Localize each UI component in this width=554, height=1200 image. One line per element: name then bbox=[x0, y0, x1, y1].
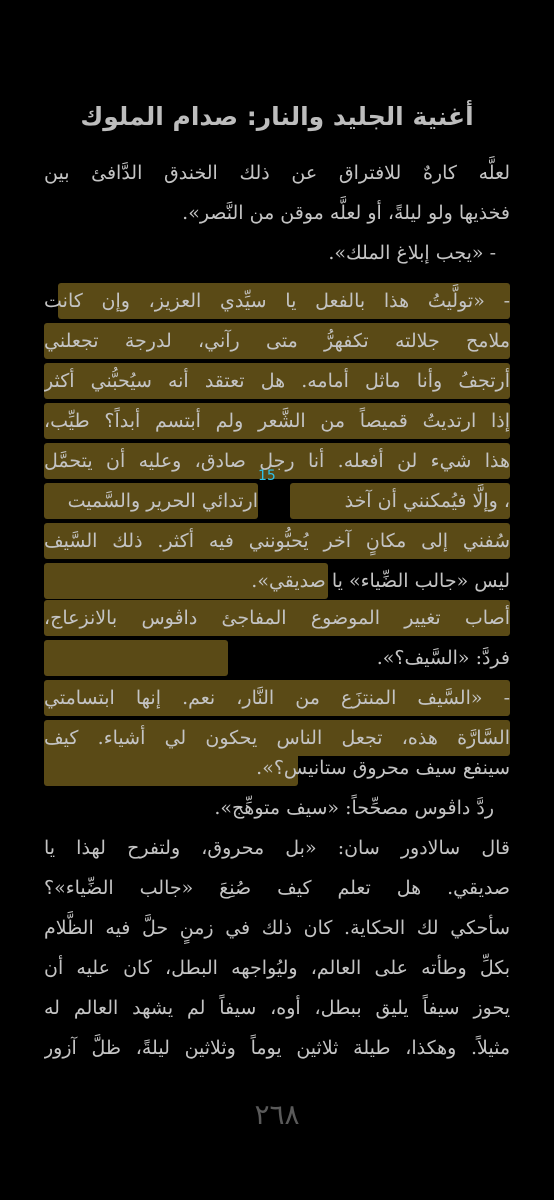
text-line: يحوز سيفاً يليق ببطل، أوه، سيفاً لم يشهد العالم له bbox=[44, 997, 510, 1019]
text-line: ملامح جلالته تكفهرُّ متى رآني، لدرجة تجعلني bbox=[44, 330, 510, 352]
text-line: مثيلاً. وهكذا، طيلة ثلاثين يوماً وثلاثين ليلةً، ظلَّ آزور bbox=[44, 1037, 510, 1059]
footnote-marker[interactable]: 15 bbox=[258, 468, 276, 484]
text-line: بكلِّ وطأته على العالم، وليُواجهه البطل، كان عليه أن bbox=[44, 957, 510, 979]
text-line bbox=[44, 481, 258, 521]
text-line: - «يجب إبلاغ الملك». bbox=[328, 242, 496, 264]
text-line: - «تولَّيتُ هذا بالفعل يا سيِّدي العزيز، وإن كانت bbox=[44, 290, 510, 312]
text-line: أصاب تغيير الموضوع المفاجئ داڤوس بالانزعاج، bbox=[44, 607, 510, 629]
text-line: - «السَّيف المنتزَع من النَّار، نعم. إنها ابتسامتي bbox=[44, 687, 510, 709]
text-line: سينفع سيف محروق ستانيس؟». bbox=[256, 757, 510, 779]
text-line: ليس «جالب الضِّياء» يا صديقي». bbox=[251, 570, 510, 592]
text-line: صديقي. هل تعلم كيف صُنِعَ «جالب الضِّياء»؟ bbox=[44, 877, 510, 899]
text-line bbox=[290, 481, 510, 521]
text-fragment: ، وإلَّا فيُمكنني أن آخذ bbox=[344, 490, 510, 512]
text-line: فخذيها ولو ليلةً، أو لعلَّه موقن من النَّصر». bbox=[182, 202, 510, 224]
text-line: لعلَّه كارهٌ للافتراق عن ذلك الخندق الدَّافئ بين bbox=[44, 162, 510, 184]
text-line: إذا ارتديتُ قميصاً من الشَّعر ولم أبتسم أبداً؟ طيِّب، bbox=[44, 410, 510, 432]
text-line: أرتجفُ وأنا ماثل أمامه. هل تعتقد أنه سيُحبُّني أكثر bbox=[44, 370, 510, 392]
text-line: السَّارَّة هذه، تجعل الناس يحكون لي أشياء. كيف bbox=[44, 727, 510, 749]
text-line: سأحكي لك الحكاية. كان ذلك في زمنٍ حلَّ فيه الظَّلام bbox=[44, 917, 510, 939]
text-fragment: ارتدائي الحرير والسَّميت bbox=[67, 490, 258, 512]
page-number: ٢٦٨ bbox=[254, 1098, 300, 1131]
text-line: سُفني إلى مكانٍ آخر يُحبُّونني فيه أكثر. ذلك السَّيف bbox=[44, 530, 510, 552]
text-line: فردَّ: «السَّيف؟». bbox=[376, 647, 510, 669]
page-title: أغنية الجليد والنار: صدام الملوك bbox=[80, 102, 474, 131]
text-line: قال سالادور سان: «بل محروق، ولتفرح لهذا يا bbox=[44, 837, 510, 859]
text-line: هذا شيء لن أفعله. أنا رجل صادق، وعليه أن يتحمَّل bbox=[44, 450, 510, 472]
text-line: ردَّ داڤوس مصحِّحاً: «سيف متوهِّج». bbox=[214, 797, 494, 819]
